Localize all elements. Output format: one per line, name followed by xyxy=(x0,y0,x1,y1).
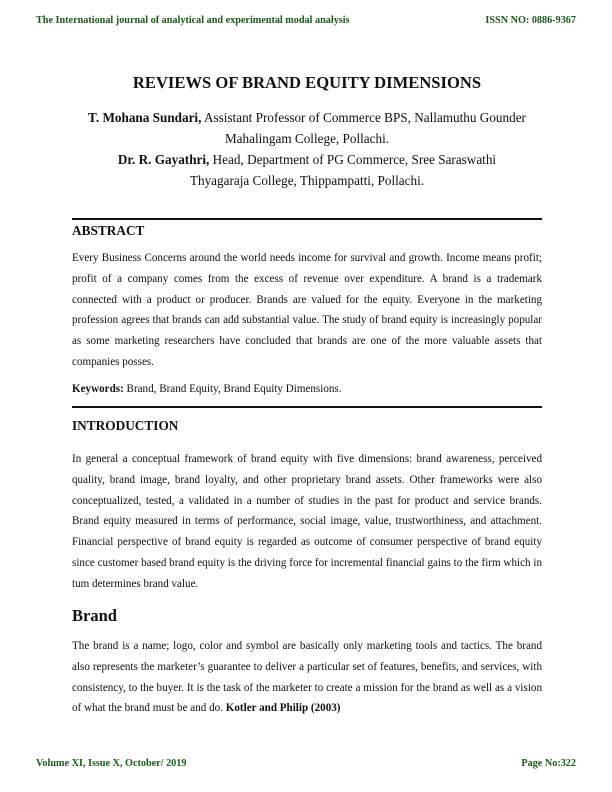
introduction-heading: INTRODUCTION xyxy=(72,418,179,433)
brand-citation: Kotler and Philip (2003) xyxy=(225,702,341,715)
author-1-name: T. Mohana Sundari, xyxy=(88,110,202,125)
keywords-value: Brand, Brand Equity, Brand Equity Dimensions. xyxy=(123,383,342,395)
brand-paragraph: The brand is a name; logo, color and symbol are basically only marketing tools and tactics. The brand also represents the marketer’s guarantee to deliver a particular set of features, benefits, and services, with consistency, to the buyer. It is the task of the marketer to create a mission for the brand as well as a vision of what the brand must be and do. xyxy=(72,640,542,715)
abstract-text: Every Business Concerns around the world needs income for survival and growth. Income means profit; profit of a company comes from the excess of revenue over expenditure. A brand is a trademark connected with a product or producer. Brands are valued for the equity. Everyone in the marketing profession agrees that brands can add substantial value. The study of brand equity is increasingly popular as some marketing researchers have concluded that brands are one of the more valuable assets that companies posses. xyxy=(72,252,542,368)
running-footer xyxy=(36,758,576,769)
author-1-affiliation-line2: Mahalingam College, Pollachi. xyxy=(224,131,390,146)
volume-issue: Volume XI, Issue X, October/ 2019 xyxy=(36,758,187,769)
running-header xyxy=(36,15,576,26)
author-2-name: Dr. R. Gayathri, xyxy=(117,152,210,167)
divider-bottom xyxy=(72,406,542,408)
abstract-heading: ABSTRACT xyxy=(72,223,145,238)
issn-number: ISSN NO: 0886-9367 xyxy=(485,15,576,26)
introduction-text: In general a conceptual framework of brand equity with five dimensions: brand awareness, perceived quality, brand image, brand loyalty, and other proprietary brand assets. Other frameworks were also conceptualized, tested, a validated in a number of studies in the past for product and service brands. Brand equity measured in terms of performance, social image, value, trustworthiness, and attachment. Financial perspective of brand equity is regarded as outcome of consumer perspective of brand equity since customer based brand equity is the driving force for incremental financial gains to the firm which in tum determines brand value. xyxy=(72,453,542,590)
author-block xyxy=(72,107,542,191)
author-2-affiliation-line1: Head, Department of PG Commerce, Sree Saraswathi xyxy=(209,152,497,167)
brand-heading: Brand xyxy=(72,606,117,625)
keywords-line xyxy=(72,383,542,395)
keywords-label: Keywords: xyxy=(72,383,124,395)
divider-top xyxy=(72,218,542,220)
brand-text xyxy=(72,636,542,719)
author-1-affiliation-line1: Assistant Professor of Commerce BPS, Nallamuthu Gounder xyxy=(201,110,526,125)
author-1 xyxy=(72,107,542,128)
journal-name: The International journal of analytical and experimental modal analysis xyxy=(36,15,350,26)
author-2-affiliation-line2: Thyagaraja College, Thippampatti, Pollachi. xyxy=(189,173,425,188)
article-title: REVIEWS OF BRAND EQUITY DIMENSIONS xyxy=(132,73,482,92)
author-2 xyxy=(72,149,542,170)
page-number: Page No:322 xyxy=(521,758,576,769)
